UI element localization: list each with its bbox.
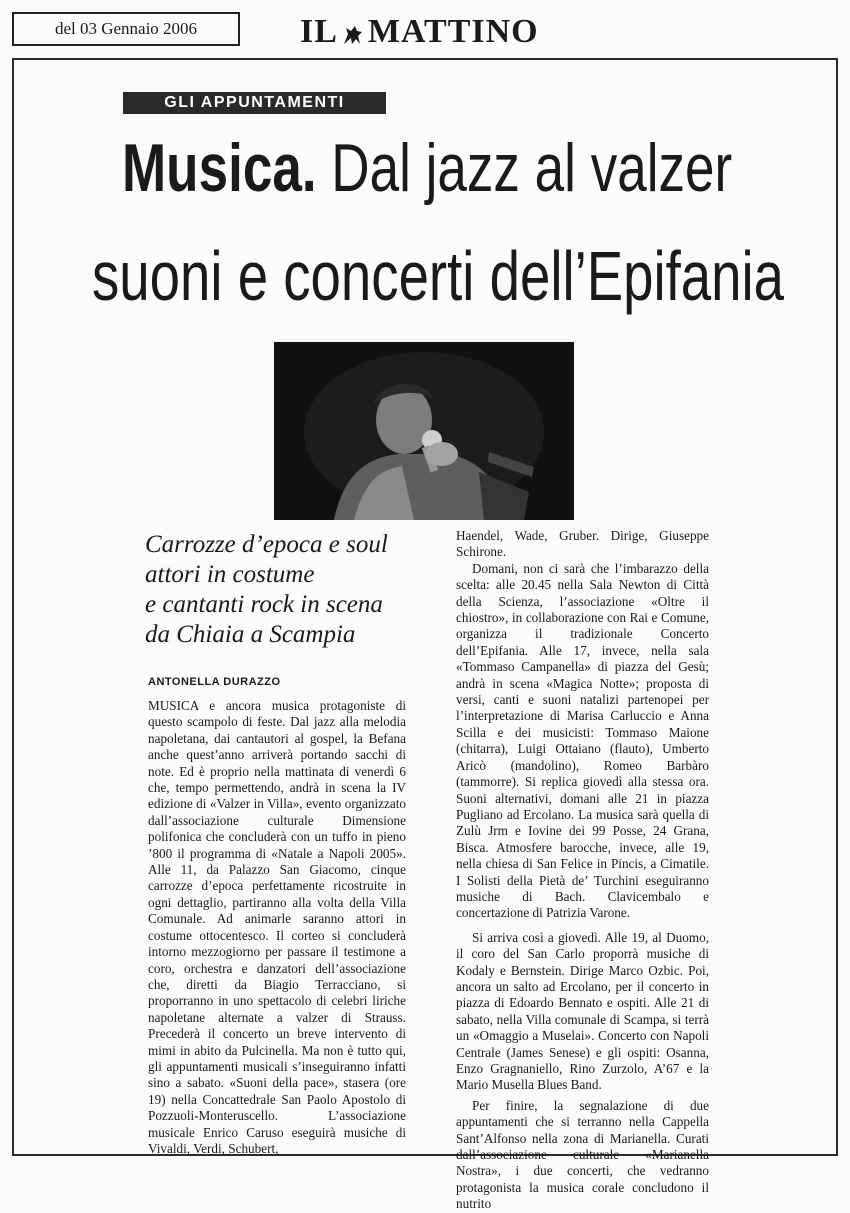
masthead-left: IL [300, 13, 338, 50]
headline-line-1 [122, 118, 733, 218]
subhead-line: attori in costume [145, 561, 315, 588]
headline-rest: Dal jazz al valzer [331, 130, 733, 206]
body-paragraph: MUSICA e ancora musica protagoniste di questo scampolo di feste. Dal jazz alla melodia napoletana, dai cantautori al gospel, la Befana anche quest’anno arriverà portando sacchi di note. Ed è proprio nella mattinata di venerdì 6 che, tempo permettendo, andrà in scena la IV edizione di «Valzer in Villa», evento organizzato dall’associazione culturale Dimensione polifonica che concluderà con un tuffo in pieno ’800 il programma di «Natale a Napoli 2005». Alle 11, da Palazzo San Giacomo, cinque carrozze d’epoca perfettamente ricostruite in ogni dettaglio, partiranno alla volta della Villa Comunale. Ad animarle saranno attori in costume ottocentesco. Il corteo si concluderà intorno mezzogiorno per passare il testimone a coro, orchestra e danzatori dell’associazione che, diretti da Biagio Terracciano, si proporranno in uno spettacolo di celebri liriche napoletane alternate a valzer di Strauss. Precederà il concerto un breve intervento di mimi in abito da Pulcinella. Ma non è tutto qui, gli appuntamenti musicali s’inseguiranno infatti sino a sabato. «Suoni della pace», stasera (ore 19) nella Concattedrale San Paolo Apostolo di Pozzuoli-Monteruscello. L’associazione musicale Enrico Caruso eseguirà musiche di Vivaldi, Verdi, Schubert, [148, 698, 406, 1156]
article-column-1 [148, 698, 406, 1157]
singer-with-microphone-photo [274, 342, 574, 520]
subhead-line: Carrozze d’epoca e soul [145, 531, 388, 558]
masthead-right: MATTINO [367, 13, 539, 50]
horse-emblem-icon [340, 19, 366, 45]
article-subhead [145, 530, 445, 650]
clipping-date: del 03 Gennaio 2006 [12, 12, 240, 46]
subhead-line: e cantanti rock in scena [145, 591, 383, 618]
article-column-2 [456, 528, 709, 1213]
body-paragraph: Per finire, la segnalazione di due appuntamenti che si terranno nella Cappella Sant’Alfonso nella zona di Marianella. Curati dall’associazione culturale «Marianella Nostra», i due concerti, che vedranno protagonista la musica corale concludono il nutrito [456, 1097, 709, 1212]
body-paragraph: Si arriva così a giovedì. Alle 19, al Duomo, il coro del San Carlo proporrà musiche di Kodaly e Bernstein. Dirige Marco Ozbic. Poi, ancora un salto ad Ercolano, per il concerto in piazza di Edoardo Bennato e ospiti. Alle 21 di sabato, nella Villa comunale di Scampa, si terrà un «Omaggio a Muselai». Concerto con Napoli Centrale (James Senese) e gli ospiti: Osanna, Enzo Gragnaniello, Rino Zurzolo, A’67 e la Mario Musella Blues Band. [456, 929, 709, 1093]
subhead-line: da Chiaia a Scampia [145, 621, 356, 648]
newspaper-masthead [300, 14, 560, 50]
author-byline: ANTONELLA DURAZZO [148, 676, 281, 688]
headline-strong: Musica. [122, 130, 317, 206]
body-paragraph: Haendel, Wade, Gruber. Dirige, Giuseppe Schirone. [456, 528, 709, 560]
headline-line-2: suoni e concerti dell’Epifania [92, 237, 785, 315]
section-kicker: GLI APPUNTAMENTI [123, 92, 386, 114]
body-paragraph: Domani, non ci sarà che l’imbarazzo della scelta: alle 20.45 nella Sala Newton di Città della Scienza, l’associazione «Oltre il chiostro», in collaborazione con Rai e Comune, organizza il tradizionale Concerto dell’Epifania. Alle 17, invece, nella sala «Tommaso Campanella» di piazza del Gesù; andrà in scena «Magica Notte»; proposta di versi, canti e suoni natalizi partenopei per l’interpretazione di Marisa Carluccio e Anna Scilla e dei musicisti: Tommaso Maione (chitarra), Luigi Ottaiano (flauto), Umberto Aricò (mandolino), Romeo Barbàro (tammorre). Si replica giovedì alla stessa ora. Suoni alternativi, domani alle 21 in piazza Pugliano ad Ercolano. La musica sarà quella di Zulù Jrm e Iovine dei 99 Posse, 24 Grana, Bisca. Atmosfere barocche, invece, alle 19, nella chiesa di San Felice in Pincis, a Cimatile. I Solisti della Pietà de’ Turchini eseguiranno musiche di Bach. Clavicembalo e concertazione di Patrizia Varone. [456, 560, 709, 921]
